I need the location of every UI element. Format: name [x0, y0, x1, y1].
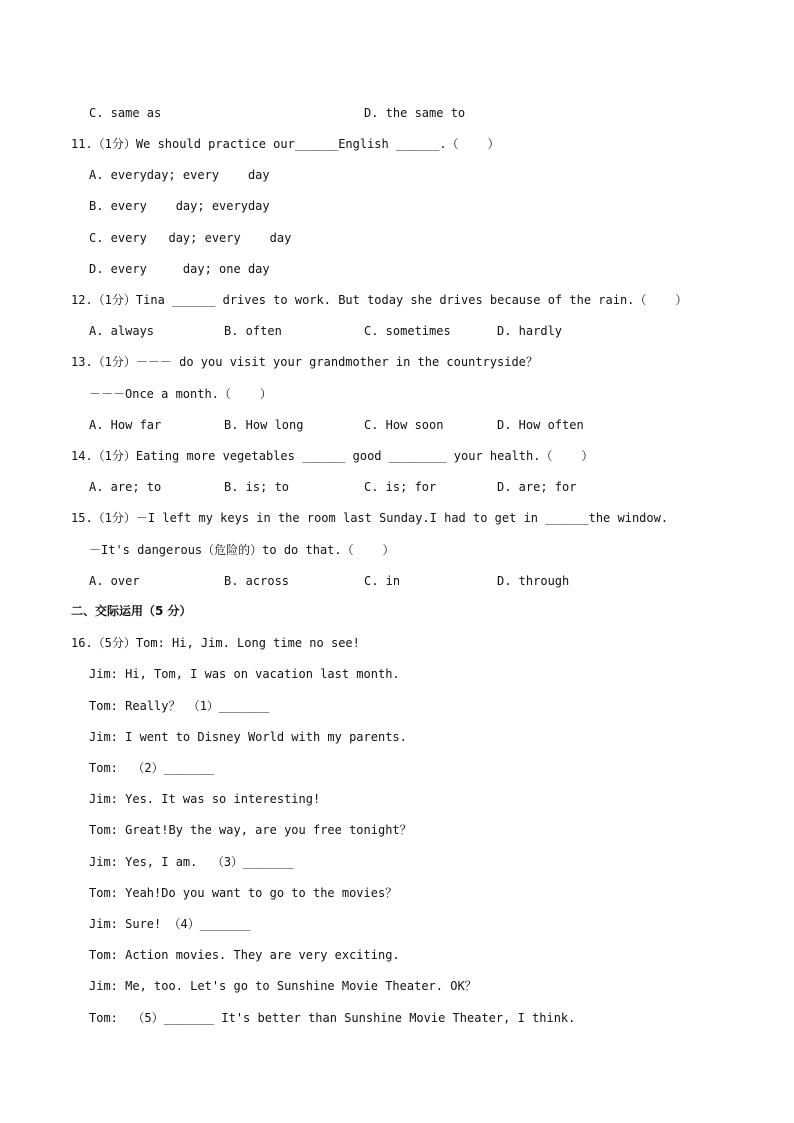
q12-option-c: C. sometimes — [364, 324, 451, 338]
q16-line: Jim: Sure! （4）_______ — [89, 917, 251, 931]
q13-answer-line: －－－Once a month.（ ） — [89, 387, 272, 401]
q10-option-d: D. the same to — [364, 106, 466, 120]
section-2-title: 二、交际运用（5 分） — [71, 604, 192, 618]
q13-stem: 13.（1分）－－－ do you visit your grandmother in the countryside？ — [71, 355, 538, 369]
q12-stem: 12.（1分）Tina ______ drives to work. But today she drives because of the rain.（ ） — [71, 293, 688, 307]
q16-line: 16.（5分）Tom: Hi, Jim. Long time no see! — [71, 636, 360, 650]
q14-stem: 14.（1分）Eating more vegetables ______ good ________ your health.（ ） — [71, 449, 594, 463]
q11-stem: 11.（1分）We should practice our______English ______.（ ） — [71, 137, 500, 151]
q15-option-c: C. in — [364, 574, 401, 588]
q11-option-d: D. every day; one day — [89, 262, 270, 276]
q15-option-a: A. over — [89, 574, 140, 588]
q16-line: Tom: （2）_______ — [89, 761, 215, 775]
q14-option-d: D. are; for — [497, 480, 577, 494]
q16-line: Tom: Yeah!Do you want to go to the movies？ — [89, 886, 398, 900]
q13-option-a: A. How far — [89, 418, 162, 432]
q16-line: Tom: Action movies. They are very exciting. — [89, 948, 400, 962]
q16-line: Tom: （5）_______ It's better than Sunshine Movie Theater, I think. — [89, 1011, 576, 1025]
q16-line: Jim: Yes. It was so interesting! — [89, 792, 321, 806]
q14-option-a: A. are; to — [89, 480, 162, 494]
q15-second-line: －It's dangerous（危险的）to do that.（ ） — [89, 543, 395, 557]
q12-option-d: D. hardly — [497, 324, 563, 338]
q11-option-b: B. every day; everyday — [89, 199, 270, 213]
q16-line: Tom: Really？ （1）_______ — [89, 699, 270, 713]
q16-line: Jim: Hi, Tom, I was on vacation last month. — [89, 667, 400, 681]
q15-stem: 15.（1分）－I left my keys in the room last Sunday.I had to get in ______the window. — [71, 511, 669, 525]
q15-option-b: B. across — [224, 574, 290, 588]
q16-line: Jim: Me, too. Let's go to Sunshine Movie Theater. OK？ — [89, 979, 477, 993]
q16-line: Jim: I went to Disney World with my parents. — [89, 730, 407, 744]
q10-option-c: C. same as — [89, 106, 162, 120]
q15-option-d: D. through — [497, 574, 570, 588]
q12-option-b: B. often — [224, 324, 282, 338]
q13-option-c: C. How soon — [364, 418, 444, 432]
q16-line: Tom: Great!By the way, are you free tonight？ — [89, 823, 412, 837]
q13-option-b: B. How long — [224, 418, 304, 432]
q16-line: Jim: Yes, I am. （3）_______ — [89, 855, 294, 869]
q13-option-d: D. How often — [497, 418, 584, 432]
q14-option-c: C. is; for — [364, 480, 437, 494]
q11-option-c: C. every day; every day — [89, 231, 292, 245]
q14-option-b: B. is; to — [224, 480, 290, 494]
q12-option-a: A. always — [89, 324, 155, 338]
q11-option-a: A. everyday; every day — [89, 168, 270, 182]
